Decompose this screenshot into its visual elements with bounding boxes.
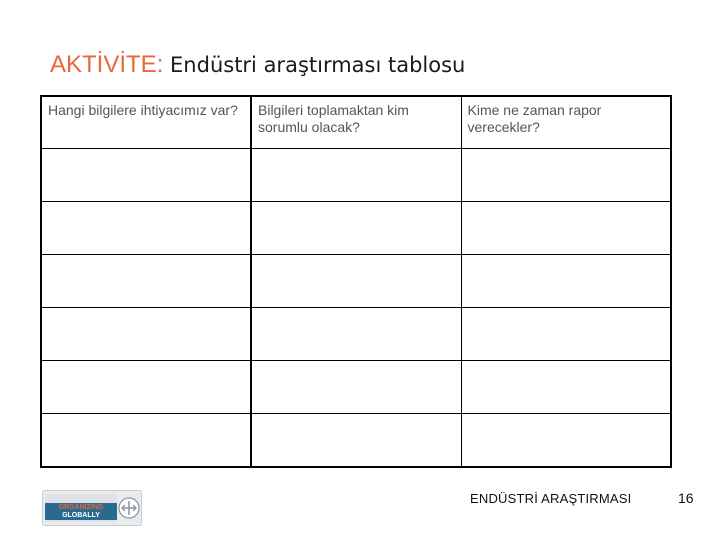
table-cell[interactable] [461, 307, 671, 360]
table-cell[interactable] [41, 148, 251, 201]
title-main: Endüstri araştırması tablosu [170, 53, 466, 77]
table-cell[interactable] [461, 360, 671, 413]
globe-arrows-icon [119, 498, 139, 518]
header-report-to: Kime ne zaman rapor verecekler? [461, 96, 671, 148]
table-row [41, 360, 671, 413]
table-cell[interactable] [461, 201, 671, 254]
header-needed-info: Hangi bilgilere ihtiyacımız var? [41, 96, 251, 148]
title-prefix: AKTİVİTE: [50, 51, 164, 78]
table-cell[interactable] [251, 307, 461, 360]
header-responsible: Bilgileri toplamaktan kim sorumlu olacak? [251, 96, 461, 148]
slide-title [50, 50, 465, 80]
table-cell[interactable] [41, 201, 251, 254]
table-row [41, 307, 671, 360]
organizing-globally-logo [42, 490, 142, 526]
table-cell[interactable] [461, 254, 671, 307]
table-cell[interactable] [41, 360, 251, 413]
table-cell[interactable] [251, 413, 461, 467]
table-row [41, 413, 671, 467]
table-cell[interactable] [461, 413, 671, 467]
table-cell[interactable] [251, 201, 461, 254]
table-cell[interactable] [251, 148, 461, 201]
header-row [41, 96, 671, 148]
table-row [41, 148, 671, 201]
table-row [41, 254, 671, 307]
table-cell[interactable] [251, 360, 461, 413]
table-cell[interactable] [41, 413, 251, 467]
table-cell[interactable] [41, 254, 251, 307]
table-cell[interactable] [251, 254, 461, 307]
logo-text-bottom: GLOBALLY [62, 512, 100, 519]
table-cell[interactable] [461, 148, 671, 201]
logo-text-top: ORGANIZING [58, 504, 104, 511]
footer-label: ENDÜSTRİ ARAŞTIRMASI [470, 491, 632, 506]
table-cell[interactable] [41, 307, 251, 360]
research-table [40, 95, 672, 468]
table-row [41, 201, 671, 254]
page-number: 16 [678, 490, 694, 506]
